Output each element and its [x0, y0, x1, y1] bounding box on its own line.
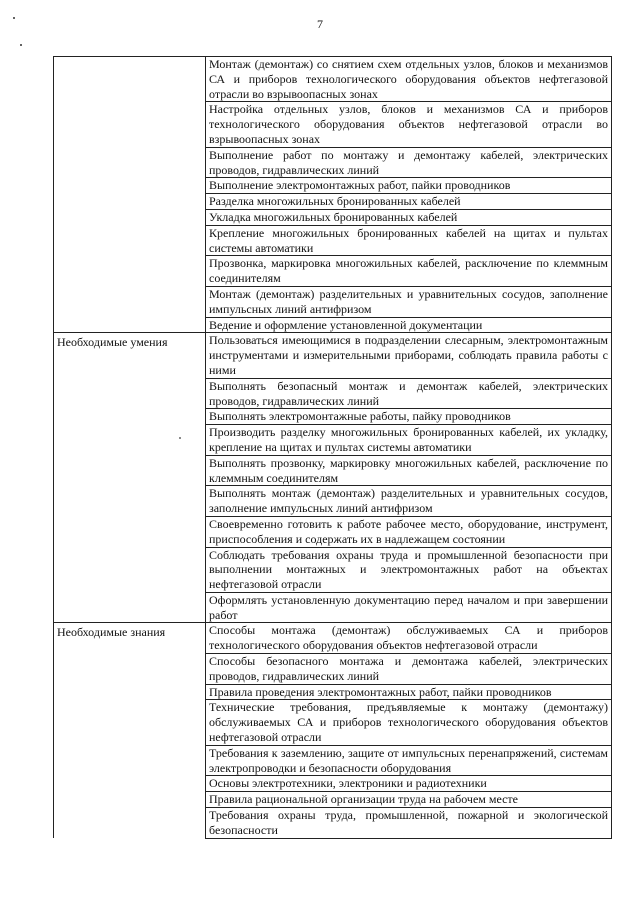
list-item: Монтаж (демонтаж) разделительных и уравнительных сосудов, заполнение импульсных линий антифризом	[206, 287, 611, 318]
list-item: Требования к заземлению, защите от импульсных перенапряжений, системам электропроводки и безопасности оборудования	[206, 746, 611, 777]
section-items	[206, 623, 612, 838]
list-item: Способы безопасного монтажа и демонтажа кабелей, электрических проводов, гидравлических линий	[206, 654, 611, 685]
section-label: Необходимые знания	[54, 623, 206, 838]
section-knowledge	[54, 623, 612, 838]
section-items	[206, 333, 612, 623]
list-item: Способы монтажа (демонтаж) обслуживаемых СА и приборов технологического оборудования объектов нефтегазовой отрасли	[206, 623, 611, 654]
page-number: 7	[317, 17, 323, 31]
section-items	[206, 57, 612, 333]
list-item: Производить разделку многожильных бронированных кабелей, их укладку, крепление на щитах и пультах системы автоматики	[206, 425, 611, 456]
list-item: Технические требования, предъявляемые к монтажу (демонтажу) обслуживаемых СА и приборов технологического оборудования объектов нефтегазовой отрасли	[206, 700, 611, 745]
list-item: Выполнение электромонтажных работ, пайки проводников	[206, 178, 611, 194]
list-item: Укладка многожильных бронированных кабелей	[206, 210, 611, 226]
scan-speck	[20, 44, 22, 46]
list-item: Основы электротехники, электроники и радиотехники	[206, 776, 611, 792]
list-item: Соблюдать требования охраны труда и промышленной безопасности при выполнении монтажных и электромонтажных работ на объектах нефтегазовой отрасли	[206, 548, 611, 593]
section-skills	[54, 333, 612, 623]
list-item: Прозвонка, маркировка многожильных кабелей, расключение по клеммным соединителям	[206, 256, 611, 287]
list-item: Оформлять установленную документацию перед началом и при завершении работ	[209, 592, 608, 622]
section-label	[54, 57, 206, 333]
list-item: Выполнять электромонтажные работы, пайку проводников	[206, 409, 611, 425]
list-item: Выполнять безопасный монтаж и демонтаж кабелей, электрических проводов, гидравлических линий	[206, 379, 611, 410]
list-item: Требования охраны труда, промышленной, пожарной и экологической безопасности	[209, 808, 608, 837]
section-actions	[54, 57, 612, 333]
list-item: Правила проведения электромонтажных работ, пайки проводников	[206, 685, 611, 701]
list-item: Монтаж (демонтаж) со снятием схем отдельных узлов, блоков и механизмов СА и приборов технологического оборудования объектов нефтегазовой отрасли во взрывоопасных зонах	[206, 57, 611, 102]
list-item: Выполнение работ по монтажу и демонтажу кабелей, электрических проводов, гидравлических линий	[206, 148, 611, 179]
list-item: Своевременно готовить к работе рабочее место, оборудование, инструмент, приспособления и содержать их в надлежащем состоянии	[206, 517, 611, 548]
list-item: Пользоваться имеющимися в подразделении слесарным, электромонтажным инструментами и измерительными приборами, соблюдать правила работы с ними	[206, 333, 611, 378]
section-label: Необходимые умения	[54, 333, 206, 623]
list-item: Настройка отдельных узлов, блоков и механизмов СА и приборов технологического оборудования объектов нефтегазовой отрасли во взрывоопасных зонах	[206, 102, 611, 147]
list-item: Выполнять монтаж (демонтаж) разделительных и уравнительных сосудов, заполнение импульсных линий антифризом	[206, 486, 611, 517]
list-item: Выполнять прозвонку, маркировку многожильных кабелей, расключение по клеммным соединителям	[206, 456, 611, 487]
list-item: Ведение и оформление установленной документации	[209, 317, 483, 332]
list-item: Крепление многожильных бронированных кабелей на щитах и пультах системы автоматики	[206, 226, 611, 257]
qualification-table	[53, 56, 612, 839]
list-item: Правила рациональной организации труда на рабочем месте	[206, 792, 611, 808]
list-item: Разделка многожильных бронированных кабелей	[206, 194, 611, 210]
